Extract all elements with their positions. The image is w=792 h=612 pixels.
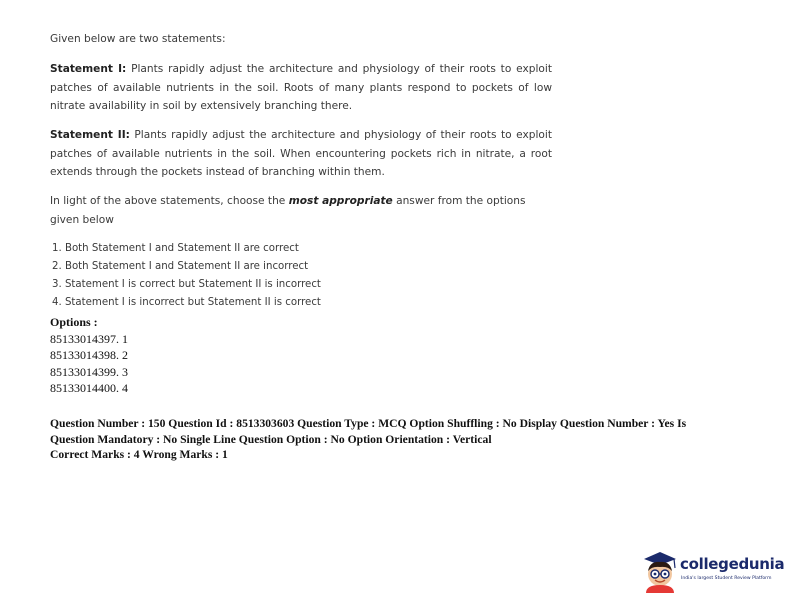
option-item: 85133014400. 4 [50,381,128,395]
brand-name: collegedunia [680,555,785,573]
instruction-after: answer from the options given below [50,195,526,226]
option-item: 85133014399. 3 [50,364,128,379]
statement-2 [50,126,552,182]
options-block [50,314,128,397]
choice-item: 1. Both Statement I and Statement II are correct [52,243,299,254]
instruction-text [50,192,552,229]
statement-1-text: Plants rapidly adjust the architecture and physiology of their roots to exploit patches of available nutrients in the soil. Roots of many plants respond to pockets of low nitrate availability in soil by extensively branching there. [50,63,552,112]
choice-item: 4. Statement I is incorrect but Statement II is correct [52,297,321,308]
statement-1-label: Statement I: [50,63,127,75]
intro-text: Given below are two statements: [50,33,226,45]
choice-item: 2. Both Statement I and Statement II are incorrect [52,261,309,272]
collegedunia-logo [640,549,790,593]
meta-line-1: Question Number : 150 Question Id : 8513303603 Question Type : MCQ Option Shuffling : No Display Question Number : Yes Is [50,417,687,430]
meta-line-2: Question Mandatory : No Single Line Question Option : No Option Orientation : Vertical [50,432,492,446]
instruction-emphasis: most appropriate [288,195,393,207]
statement-2-text: Plants rapidly adjust the architecture and physiology of their roots to exploit patches of available nutrients in the soil. When encountering pockets rich in nitrate, a root extends through the pockets instead of branching within them. [50,129,552,178]
option-item: 85133014398. 2 [50,348,128,362]
choice-item: 3. Statement I is correct but Statement II is incorrect [52,279,321,290]
instruction-before: In light of the above statements, choose the [50,195,289,207]
question-meta [50,416,686,463]
statement-2-label: Statement II: [50,129,130,141]
meta-line-3: Correct Marks : 4 Wrong Marks : 1 [50,448,228,461]
option-item: 85133014397. 1 [50,331,128,346]
choice-list [52,240,321,312]
brand-tagline: India's largest Student Review Platform [681,576,772,581]
options-heading: Options : [50,315,98,329]
statement-1 [50,60,552,116]
student-mascot-icon [640,549,680,593]
